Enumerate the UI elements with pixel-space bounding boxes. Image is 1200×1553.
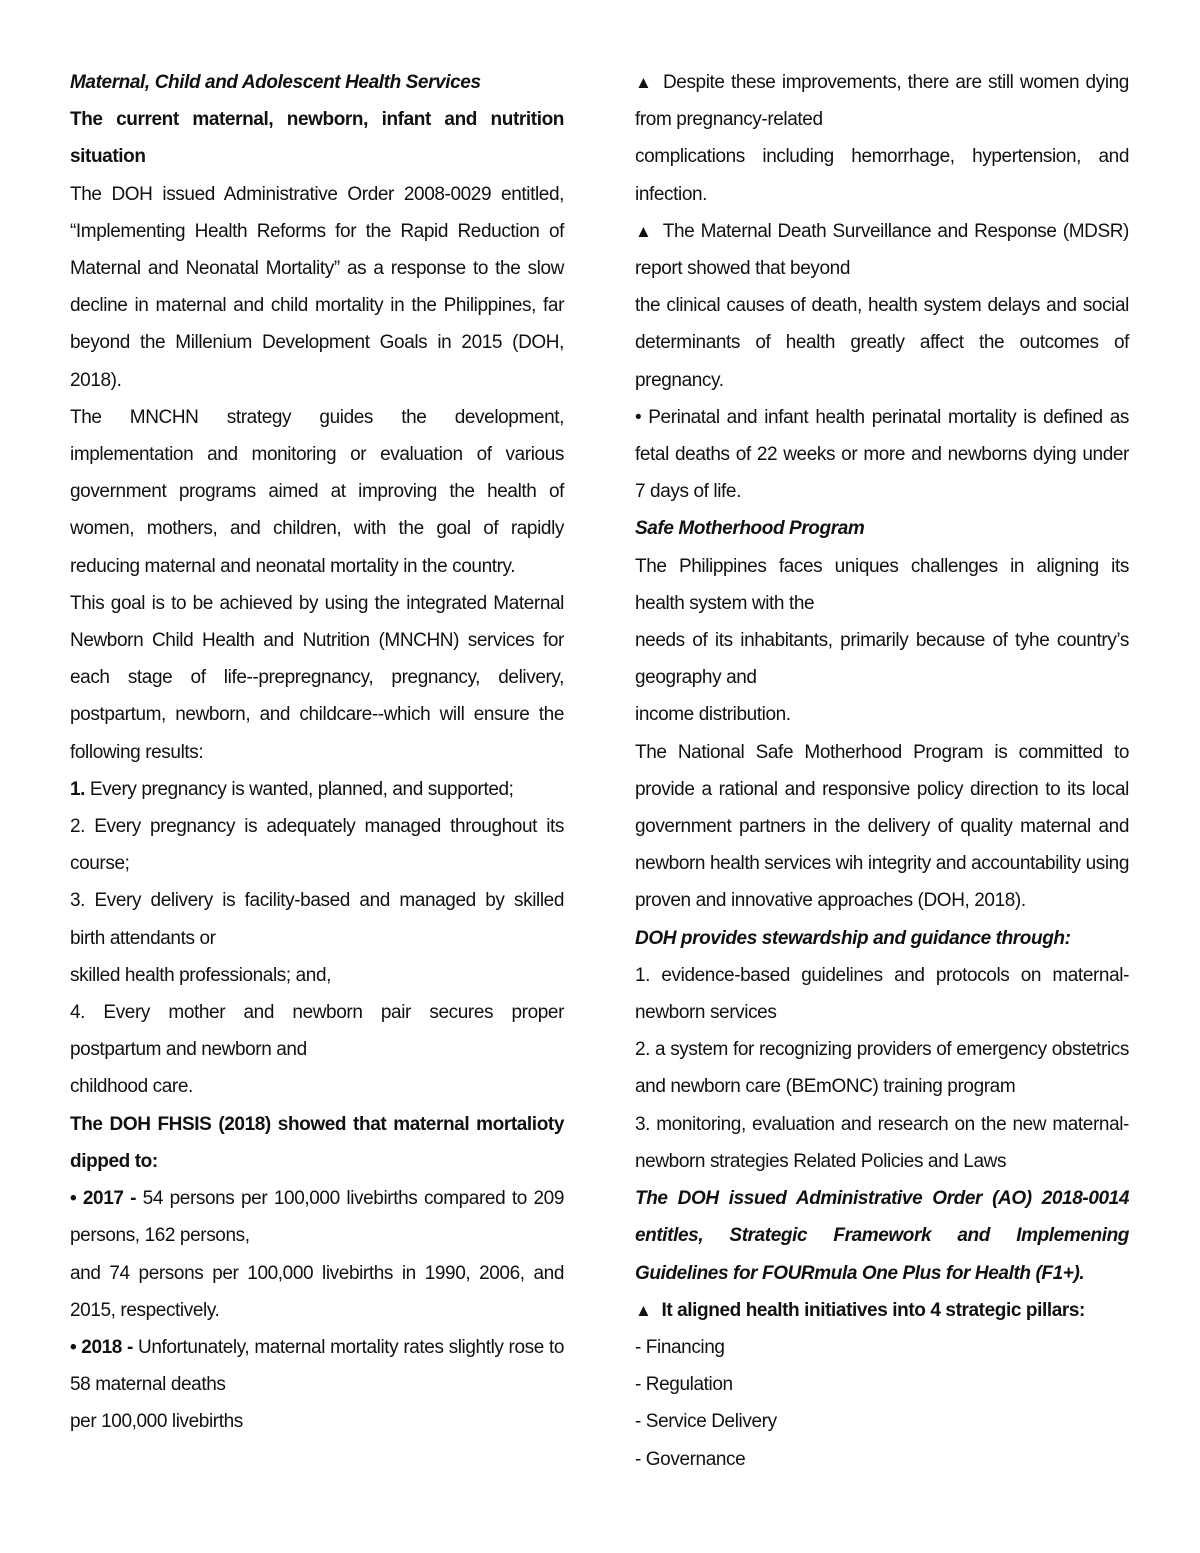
result-item-1-text: Every pregnancy is wanted, planned, and supported; [85, 778, 514, 800]
stat-2017-continued: and 74 persons per 100,000 livebirths in 1990, 2006, and 2015, respectively. [70, 1262, 564, 1321]
result-item-3-continued: skilled health professionals; and, [70, 964, 332, 986]
safe-motherhood-para1: The Philippines faces uniques challenges in aligning its health system with the [635, 555, 1129, 614]
pillar-item: - Regulation [635, 1374, 733, 1396]
paragraph-admin-order: The DOH issued Administrative Order 2008-0029 entitled, “Implementing Health Reforms for the Rapid Reduction of Maternal and Neonatal Mortality” as a response to the slow decline in maternal and child mortality in the Philippines, far beyond the Millenium Development Goals in 2015 (DOH, 2018). [70, 183, 564, 391]
triangle-point-2 [635, 213, 1129, 287]
stat-2018-label: • 2018 - [70, 1336, 133, 1358]
triangle-point-2-text: The Maternal Death Surveillance and Response (MDSR) report showed that beyond [635, 220, 1129, 280]
triangle-point-1 [635, 64, 1129, 138]
pillar-item: - Governance [635, 1448, 746, 1470]
safe-motherhood-para1-end: income distribution. [635, 704, 791, 726]
stat-2017 [70, 1180, 564, 1254]
result-item-1 [70, 771, 564, 808]
pillars-heading-text: It aligned health initiatives into 4 strategic pillars: [661, 1299, 1085, 1321]
stat-2017-label: • 2017 - [70, 1188, 137, 1210]
safe-motherhood-para2: The National Safe Motherhood Program is committed to provide a rational and responsive policy direction to its local government partners in the delivery of quality maternal and newborn health services wih integrity and accountability using proven and innovative approaches (DOH, 2018). [635, 741, 1129, 912]
stat-2017-text: 54 persons per 100,000 livebirths compared to 209 persons, 162 persons, [70, 1188, 564, 1247]
triangle-point-1-text: Despite these improvements, there are still women dying from pregnancy-related [635, 72, 1129, 131]
stewardship-item-3: 3. monitoring, evaluation and research on the new maternal-newborn strategies Related Policies and Laws [635, 1113, 1129, 1172]
section-heading: Maternal, Child and Adolescent Health Services [70, 72, 481, 93]
result-item-2: 2. Every pregnancy is adequately managed throughout its course; [70, 816, 564, 875]
triangle-bullet-icon: ▲ [635, 73, 653, 92]
triangle-bullet-icon: ▲ [635, 221, 653, 241]
stewardship-heading: DOH provides stewardship and guidance through: [635, 927, 1071, 949]
paragraph-mnchn-strategy: The MNCHN strategy guides the development, implementation and monitoring or evaluation of various government programs aimed at improving the health of women, mothers, and children, with the goal of rapidly reducing maternal and neonatal mortality in the country. [70, 406, 564, 577]
stat-2018-continued: per 100,000 livebirths [70, 1411, 243, 1433]
perinatal-bullet: • Perinatal and infant health perinatal mortality is defined as fetal deaths of 22 weeks or more and newborns dying under 7 days of life. [635, 406, 1129, 503]
safe-motherhood-para1-continued: needs of its inhabitants, primarily because of tyhe country’s geography and [635, 630, 1129, 689]
stat-2018-text: Unfortunately, maternal mortality rates slightly rose to 58 maternal deaths [70, 1336, 564, 1396]
right-column [635, 64, 1129, 1478]
result-item-4-continued: childhood care. [70, 1076, 193, 1098]
result-item-3: 3. Every delivery is facility-based and managed by skilled birth attendants or [70, 890, 564, 949]
stewardship-item-2: 2. a system for recognizing providers of emergency obstetrics and newborn care (BEmONC) training program [635, 1039, 1129, 1098]
paragraph-goal: This goal is to be achieved by using the integrated Maternal Newborn Child Health and Nutrition (MNCHN) services for each stage of life--prepregnancy, pregnancy, delivery, postpartum, newborn, and childcare--which will ensure the following results: [70, 592, 564, 763]
triangle-point-1-continued: complications including hemorrhage, hypertension, and infection. [635, 146, 1129, 205]
pillar-item: - Financing [635, 1336, 725, 1358]
stat-2018 [70, 1329, 564, 1403]
ao-2018-heading: The DOH issued Administrative Order (AO) 2018-0014 entitles, Strategic Framework and Implemening Guidelines for FOURmula One Plus for Health (F1+). [635, 1188, 1129, 1284]
safe-motherhood-heading: Safe Motherhood Program [635, 518, 865, 540]
result-item-1-number: 1. [70, 778, 86, 800]
triangle-point-2-continued: the clinical causes of death, health system delays and social determinants of health greatly affect the outcomes of pregnancy. [635, 295, 1129, 391]
result-item-4: 4. Every mother and newborn pair secures proper postpartum and newborn and [70, 1002, 564, 1061]
pillar-item: - Service Delivery [635, 1411, 777, 1433]
fhsis-heading: The DOH FHSIS (2018) showed that maternal mortalioty dipped to: [70, 1113, 564, 1172]
subheading: The current maternal, newborn, infant and nutrition situation [70, 109, 564, 168]
left-column [70, 64, 564, 1441]
pillars-heading [635, 1292, 1129, 1329]
triangle-bullet-icon: ▲ [635, 1300, 652, 1320]
stewardship-item-1: 1. evidence-based guidelines and protocols on maternal-newborn services [635, 964, 1129, 1024]
